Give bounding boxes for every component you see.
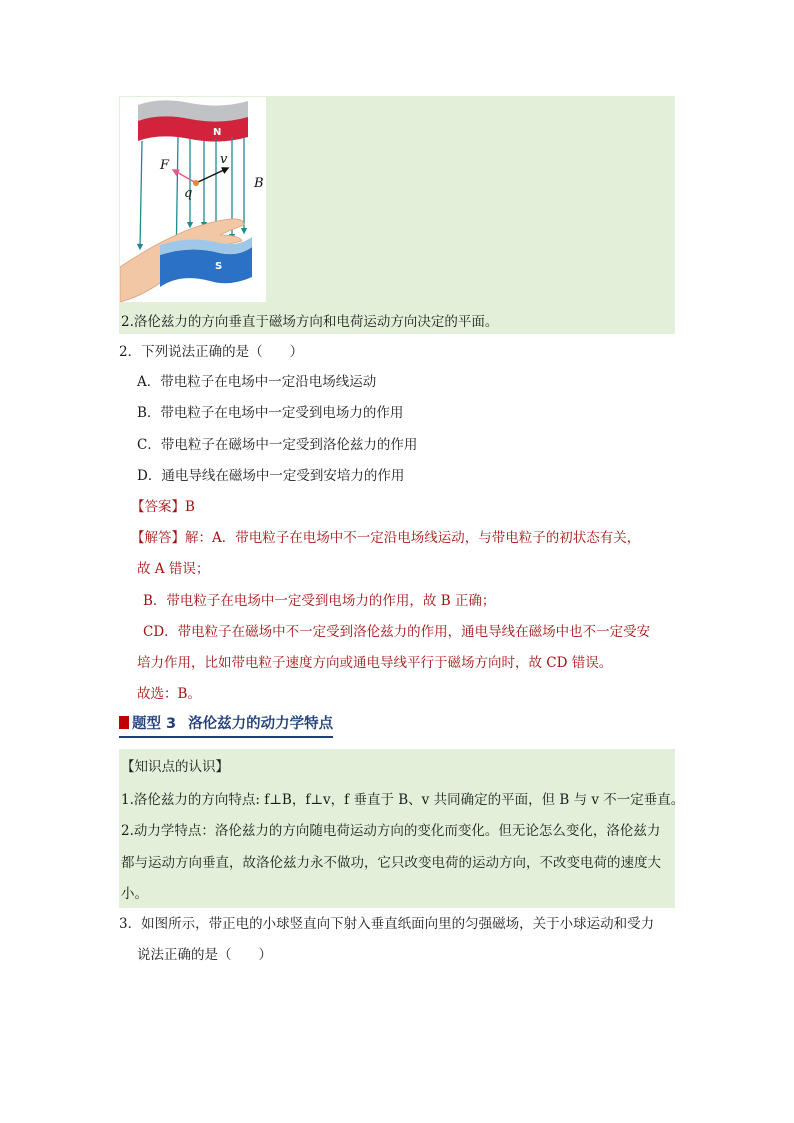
q2-analysis-line-6: 故选：B。 xyxy=(137,686,201,702)
q3-stem-line-1: 3．如图所示，带正电的小球竖直向下射入垂直纸面向里的匀强磁场，关于小球运动和受力 xyxy=(119,916,655,932)
north-label: N xyxy=(213,127,222,138)
section-heading xyxy=(119,713,333,738)
field-line xyxy=(140,141,142,247)
analysis-text: 解：A．带电粒子在电场中不一定沿电场线运动，与带电粒子的初状态有关， xyxy=(185,530,641,546)
south-label: S xyxy=(215,261,223,272)
section-marker xyxy=(119,716,129,729)
velocity-label: v xyxy=(220,152,228,167)
section-title: 洛伦兹力的动力学特点 xyxy=(188,716,334,732)
q2-answer xyxy=(131,497,195,517)
q2-analysis-line-4: CD．带电粒子在磁场中不一定受到洛伦兹力的作用，通电导线在磁场中也不一定受安 xyxy=(143,624,651,640)
box2-title: 【知识点的认识】 xyxy=(121,759,229,775)
charge-label: q xyxy=(184,186,193,201)
answer-value: B xyxy=(185,499,195,515)
box2-line-3: 都与运动方向垂直，故洛伦兹力永不做功，它只改变电荷的运动方向，不改变电荷的速度大 xyxy=(121,855,661,871)
left-hand-rule-figure xyxy=(120,97,266,302)
box2-line-4: 小。 xyxy=(121,886,148,902)
analysis-label: 【解答】 xyxy=(131,530,185,546)
force-arrow xyxy=(175,171,196,183)
q2-option-b: B．带电粒子在电场中一定受到电场力的作用 xyxy=(137,405,404,421)
box2-line-2: 2.动力学特点：洛伦兹力的方向随电荷运动方向的变化而变化。但无论怎么变化，洛伦兹力 xyxy=(121,823,661,839)
q2-analysis-line-2: 故 A 错误； xyxy=(137,561,210,577)
q2-option-a: A．带电粒子在电场中一定沿电场线运动 xyxy=(137,374,377,390)
q3-stem-line-2: 说法正确的是（ ） xyxy=(137,947,272,963)
charge xyxy=(193,180,199,186)
q2-analysis-line-1 xyxy=(131,528,640,548)
section-number: 题型 3 xyxy=(132,716,177,732)
q2-option-d: D．通电导线在磁场中一定受到安培力的作用 xyxy=(137,468,405,484)
box1-note: 2.洛伦兹力的方向垂直于磁场方向和电荷运动方向决定的平面。 xyxy=(121,314,499,330)
box2-line-1: 1.洛伦兹力的方向特点: f⊥B，f⊥v，f 垂直于 B、v 共同确定的平面，但 B 与 v 不一定垂直。 xyxy=(121,792,685,808)
force-label: F xyxy=(160,158,170,173)
q2-stem: 2．下列说法正确的是（ ） xyxy=(119,344,304,360)
q2-analysis-line-3: B．带电粒子在电场中一定受到电场力的作用，故 B 正确； xyxy=(143,593,496,609)
q2-analysis-line-5: 培力作用，比如带电粒子速度方向或通电导线平行于磁场方向时，故 CD 错误。 xyxy=(137,655,613,671)
field-label: B xyxy=(254,176,264,191)
q2-option-c: C．带电粒子在磁场中一定受到洛伦兹力的作用 xyxy=(137,437,418,453)
velocity-arrow xyxy=(196,169,226,183)
answer-label: 【答案】 xyxy=(131,499,185,515)
